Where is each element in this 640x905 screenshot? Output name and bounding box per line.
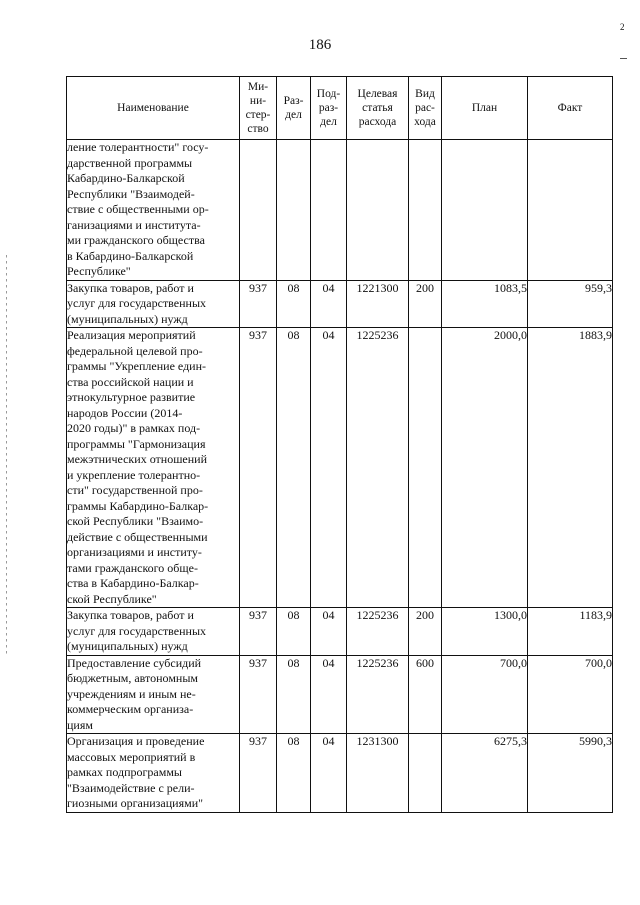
row-type-cell: 600 (409, 655, 442, 734)
header-fact: Факт (528, 77, 613, 140)
row-name-line: ской Республике" (67, 591, 157, 606)
header-ministry-line: ство (247, 123, 269, 135)
corner-mark: 2 (620, 22, 625, 32)
row-subsection-cell: 04 (311, 280, 347, 328)
row-name-line: ми гражданского общества (67, 233, 205, 247)
row-target-cell: 1225236 (347, 328, 409, 608)
header-subsection-line: дел (320, 116, 337, 128)
row-section-cell (277, 140, 311, 281)
row-name-line: федеральной целевой про- (67, 343, 203, 358)
row-target-cell: 1225236 (347, 655, 409, 734)
header-subsection-line: раз- (318, 102, 339, 114)
row-plan-cell: 2000,0 (442, 328, 528, 608)
row-section-cell: 08 (277, 734, 311, 813)
header-target-line: расхода (358, 116, 397, 128)
row-name-line: массовых мероприятий в (67, 749, 196, 764)
header-target-line: статья (362, 102, 393, 114)
row-name-cell (67, 280, 240, 328)
budget-table (66, 76, 613, 813)
header-name: Наименование (67, 77, 240, 140)
table-body (67, 140, 613, 813)
header-row (67, 77, 613, 140)
row-name-line: ганизациями и института- (67, 217, 201, 232)
row-name-line: сти" государственной про- (67, 483, 203, 497)
header-section-line: Раз- (283, 95, 304, 107)
row-name-line: (муниципальных) нужд (67, 639, 188, 653)
row-name-line: Республике" (67, 264, 131, 278)
header-target-item (347, 77, 409, 140)
table-row (67, 655, 613, 734)
row-section-cell: 08 (277, 280, 311, 328)
row-name-line: ства в Кабардино-Балкар- (67, 576, 199, 590)
header-section (277, 77, 311, 140)
header-ministry (240, 77, 277, 140)
row-name-line: ление толерантности" госу- (67, 140, 209, 154)
row-name-line: межэтнических отношений (67, 452, 208, 466)
row-name-line: Организация и проведение (67, 734, 205, 748)
row-ministry-cell: 937 (240, 734, 277, 813)
table-row (67, 608, 613, 656)
header-type-line: хода (414, 116, 436, 128)
row-ministry-cell: 937 (240, 328, 277, 608)
header-ministry-line: ни- (249, 95, 267, 107)
row-target-cell: 1231300 (347, 734, 409, 813)
row-name-line: этнокультурное развитие (67, 390, 196, 404)
row-name-cell (67, 734, 240, 813)
row-fact-cell (528, 140, 613, 281)
row-fact-cell: 1183,9 (528, 608, 613, 656)
row-plan-cell: 700,0 (442, 655, 528, 734)
row-name-line: Предоставление субсидий (67, 655, 202, 670)
header-type-line: Вид (415, 88, 435, 100)
row-ministry-cell: 937 (240, 280, 277, 328)
row-name-cell (67, 328, 240, 608)
row-name-line: Закупка товаров, работ и (67, 608, 194, 622)
row-name-line: "Взаимодействие с рели- (67, 780, 195, 795)
row-plan-cell: 1300,0 (442, 608, 528, 656)
row-target-cell (347, 140, 409, 281)
row-subsection-cell: 04 (311, 655, 347, 734)
row-plan-cell: 1083,5 (442, 280, 528, 328)
row-name-line: ства российской нации и (67, 374, 194, 389)
row-name-line: Кабардино-Балкарской (67, 171, 185, 185)
row-subsection-cell (311, 140, 347, 281)
row-name-line: рамках подпрограммы (67, 765, 182, 779)
scan-margin-dots (6, 255, 7, 655)
header-subsection-line: Под- (316, 88, 341, 100)
row-section-cell: 08 (277, 655, 311, 734)
row-name-line: циям (67, 717, 93, 732)
row-name-line: в Кабардино-Балкарской (67, 248, 194, 263)
row-section-cell: 08 (277, 608, 311, 656)
header-ministry-line: Ми- (247, 81, 269, 93)
row-name-line: услуг для государственных (67, 623, 207, 638)
row-name-line: 2020 годы)" в рамках под- (67, 421, 201, 435)
header-section-line: дел (285, 109, 302, 121)
row-name-line: организациями и институ- (67, 545, 202, 559)
table-row (67, 734, 613, 813)
row-name-line: услуг для государственных (67, 296, 207, 310)
row-type-cell (409, 140, 442, 281)
row-subsection-cell: 04 (311, 608, 347, 656)
table-row (67, 280, 613, 328)
row-name-line: тами гражданского обще- (67, 560, 198, 575)
row-name-line: бюджетным, автономным (67, 671, 198, 685)
row-ministry-cell (240, 140, 277, 281)
table-row (67, 328, 613, 608)
row-name-cell (67, 608, 240, 656)
row-fact-cell: 959,3 (528, 280, 613, 328)
header-plan: План (442, 77, 528, 140)
row-plan-cell: 6275,3 (442, 734, 528, 813)
row-name-line: Закупка товаров, работ и (67, 280, 194, 295)
row-type-cell: 200 (409, 280, 442, 328)
row-name-line: граммы Кабардино-Балкар- (67, 498, 209, 513)
row-name-cell (67, 140, 240, 281)
row-plan-cell (442, 140, 528, 281)
row-type-cell (409, 734, 442, 813)
row-fact-cell: 5990,3 (528, 734, 613, 813)
row-name-line: народов России (2014- (67, 405, 183, 420)
header-target-line: Целевая (357, 88, 398, 100)
row-fact-cell: 1883,9 (528, 328, 613, 608)
row-name-line: программы "Гармонизация (67, 436, 206, 451)
header-expense-type (409, 77, 442, 140)
row-subsection-cell: 04 (311, 734, 347, 813)
row-ministry-cell: 937 (240, 608, 277, 656)
row-name-line: дарственной программы (67, 155, 193, 170)
row-subsection-cell: 04 (311, 328, 347, 608)
row-target-cell: 1225236 (347, 608, 409, 656)
row-name-line: Реализация мероприятий (67, 328, 196, 342)
row-section-cell: 08 (277, 328, 311, 608)
header-type-line: рас- (415, 102, 435, 114)
row-name-line: гиозными организациями" (67, 796, 204, 810)
header-subsection (311, 77, 347, 140)
row-name-line: учреждениям и иным не- (67, 686, 196, 701)
row-name-line: коммерческим организа- (67, 702, 194, 716)
row-name-line: граммы "Укрепление един- (67, 359, 207, 373)
row-name-line: (муниципальных) нужд (67, 311, 188, 326)
row-name-line: Республики "Взаимодей- (67, 186, 195, 201)
header-ministry-line: стер- (245, 109, 271, 121)
row-name-line: и укрепление толерантно- (67, 467, 201, 482)
row-ministry-cell: 937 (240, 655, 277, 734)
row-name-line: действие с общественными (67, 529, 208, 544)
row-name-cell (67, 655, 240, 734)
row-type-cell: 200 (409, 608, 442, 656)
row-name-line: ской Республики "Взаимо- (67, 514, 204, 528)
row-fact-cell: 700,0 (528, 655, 613, 734)
row-type-cell (409, 328, 442, 608)
table-row (67, 140, 613, 281)
corner-dash (620, 58, 627, 59)
row-target-cell: 1221300 (347, 280, 409, 328)
page-number: 186 (308, 37, 332, 53)
row-name-line: ствие с общественными ор- (67, 202, 209, 216)
